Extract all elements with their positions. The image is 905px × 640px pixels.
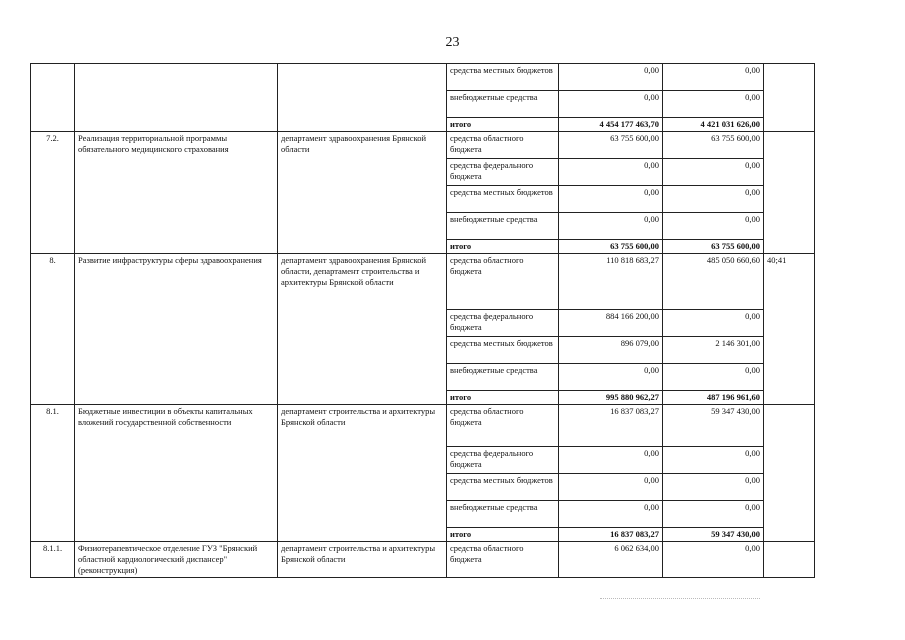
amount-2019-cell: 6 062 634,00 [559,542,663,578]
amount-2019-cell: 896 079,00 [559,337,663,364]
responsible-cell: департамент строительства и архитектуры Брянской области [278,542,447,578]
indicator-cell [764,64,815,132]
responsible-cell: департамент здравоохранения Брянской области [278,132,447,254]
amount-2019-cell: 63 755 600,00 [559,240,663,254]
amount-2019-cell: 0,00 [559,186,663,213]
item-number-cell [31,64,75,132]
funding-source-cell: средства областного бюджета [447,542,559,578]
amount-2020-cell: 63 755 600,00 [663,132,764,159]
funding-source-cell: средства областного бюджета [447,405,559,447]
amount-2019-cell: 0,00 [559,447,663,474]
budget-table [30,63,815,578]
amount-2019-cell: 0,00 [559,64,663,91]
funding-source-cell: итого [447,391,559,405]
amount-2019-cell: 0,00 [559,159,663,186]
table-row [31,132,815,159]
table-row [31,542,815,578]
amount-2020-cell: 59 347 430,00 [663,405,764,447]
table-row [31,64,815,91]
amount-2020-cell: 0,00 [663,310,764,337]
item-name-cell: Реализация территориальной программы обязательного медицинского страхования [75,132,278,254]
item-name-cell [75,64,278,132]
amount-2019-cell: 884 166 200,00 [559,310,663,337]
item-number-cell: 8.1. [31,405,75,542]
amount-2019-cell: 16 837 083,27 [559,405,663,447]
amount-2020-cell: 485 050 660,60 [663,254,764,310]
funding-source-cell: средства местных бюджетов [447,64,559,91]
amount-2019-cell: 995 880 962,27 [559,391,663,405]
amount-2020-cell: 0,00 [663,501,764,528]
item-name-cell: Бюджетные инвестиции в объекты капитальных вложений государственной собственности [75,405,278,542]
funding-source-cell: внебюджетные средства [447,213,559,240]
funding-source-cell: внебюджетные средства [447,501,559,528]
funding-source-cell: средства местных бюджетов [447,186,559,213]
amount-2019-cell: 4 454 177 463,70 [559,118,663,132]
amount-2019-cell: 0,00 [559,501,663,528]
funding-source-cell: итого [447,118,559,132]
funding-source-cell: внебюджетные средства [447,91,559,118]
funding-source-cell: итого [447,528,559,542]
table-row [31,405,815,447]
amount-2019-cell: 0,00 [559,364,663,391]
amount-2020-cell: 63 755 600,00 [663,240,764,254]
amount-2020-cell: 0,00 [663,91,764,118]
amount-2020-cell: 0,00 [663,159,764,186]
item-number-cell: 8. [31,254,75,405]
responsible-cell: департамент здравоохранения Брянской области, департамент строительства и архитектуры Брянской области [278,254,447,405]
scan-mark [600,598,760,599]
table-row [31,254,815,310]
funding-source-cell: средства областного бюджета [447,254,559,310]
amount-2020-cell: 0,00 [663,542,764,578]
item-name-cell: Физиотерапевтическое отделение ГУЗ "Брянский областной кардиологический диспансер" (реконструкция) [75,542,278,578]
funding-source-cell: внебюджетные средства [447,364,559,391]
responsible-cell: департамент строительства и архитектуры Брянской области [278,405,447,542]
amount-2019-cell: 0,00 [559,213,663,240]
funding-source-cell: средства федерального бюджета [447,159,559,186]
item-number-cell: 8.1.1. [31,542,75,578]
amount-2019-cell: 63 755 600,00 [559,132,663,159]
funding-source-cell: средства областного бюджета [447,132,559,159]
amount-2020-cell: 0,00 [663,213,764,240]
amount-2020-cell: 0,00 [663,64,764,91]
amount-2020-cell: 487 196 961,60 [663,391,764,405]
indicator-cell: 40;41 [764,254,815,405]
funding-source-cell: средства федерального бюджета [447,447,559,474]
amount-2019-cell: 16 837 083,27 [559,528,663,542]
indicator-cell [764,132,815,254]
funding-source-cell: итого [447,240,559,254]
amount-2020-cell: 0,00 [663,364,764,391]
amount-2020-cell: 0,00 [663,186,764,213]
indicator-cell [764,542,815,578]
funding-source-cell: средства местных бюджетов [447,474,559,501]
item-name-cell: Развитие инфраструктуры сферы здравоохранения [75,254,278,405]
amount-2020-cell: 4 421 031 626,00 [663,118,764,132]
page-number: 23 [445,35,460,50]
amount-2019-cell: 0,00 [559,91,663,118]
funding-source-cell: средства федерального бюджета [447,310,559,337]
item-number-cell: 7.2. [31,132,75,254]
amount-2019-cell: 110 818 683,27 [559,254,663,310]
indicator-cell [764,405,815,542]
responsible-cell [278,64,447,132]
amount-2019-cell: 0,00 [559,474,663,501]
amount-2020-cell: 0,00 [663,474,764,501]
amount-2020-cell: 2 146 301,00 [663,337,764,364]
funding-source-cell: средства местных бюджетов [447,337,559,364]
amount-2020-cell: 59 347 430,00 [663,528,764,542]
budget-table-body [31,64,815,578]
amount-2020-cell: 0,00 [663,447,764,474]
